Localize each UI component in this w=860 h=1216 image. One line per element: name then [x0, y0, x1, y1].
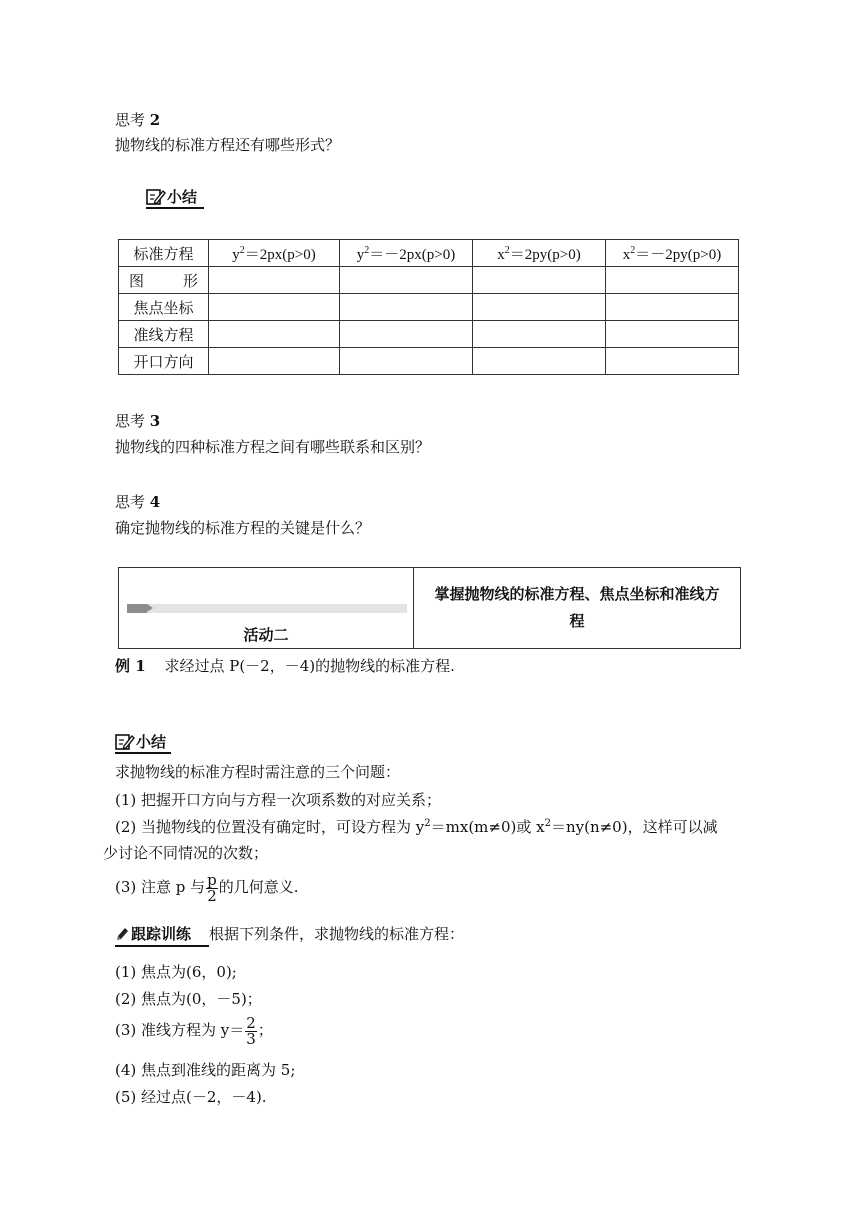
practice-section [115, 923, 464, 944]
table-row-label: 焦点坐标 [119, 294, 209, 321]
table-cell[interactable] [473, 348, 606, 375]
practice-label: 跟踪训练 [131, 925, 192, 943]
think-title: 思考 [115, 111, 146, 129]
table-cell[interactable] [473, 321, 606, 348]
activity-left-panel [119, 568, 414, 648]
table-row [119, 348, 739, 375]
table-header-cell: 标准方程 [119, 240, 209, 267]
fraction-denominator: 3 [246, 1029, 256, 1048]
table-row [119, 294, 739, 321]
think-title: 思考 [115, 493, 146, 511]
table-cell[interactable] [340, 267, 473, 294]
summary-label: 小结 [136, 733, 167, 751]
table-row-label: 开口方向 [119, 348, 209, 375]
practice-item-5: (5) 经过点(－2，－4). [115, 1088, 267, 1106]
example-text: 求经过点 P(－2，－4)的抛物线的标准方程. [164, 657, 455, 675]
summary-item-3 [115, 870, 299, 904]
practice-item-3 [115, 1013, 273, 1047]
standard-equation-table [118, 239, 739, 375]
think2-heading [115, 110, 160, 130]
fraction [206, 870, 218, 905]
table-header-row [119, 240, 739, 267]
example-1 [115, 656, 455, 676]
table-cell[interactable] [606, 348, 739, 375]
fraction-denominator: 2 [207, 886, 217, 905]
activity-label: 活动二 [243, 626, 289, 644]
progress-fill [127, 604, 147, 613]
think-number: 2 [149, 111, 161, 129]
practice-item-2: (2) 焦点为(0，－5)； [115, 990, 262, 1008]
practice-item-1: (1) 焦点为(6，0); [115, 963, 237, 981]
item-text: 的几何意义. [218, 878, 299, 896]
table-cell[interactable] [209, 321, 340, 348]
table-header-cell: $y^2=2px(p>0)$ [209, 240, 340, 267]
practice-underline [115, 945, 209, 947]
practice-prompt: 根据下列条件，求抛物线的标准方程： [209, 924, 465, 943]
summary-item-1: (1) 把握开口方向与方程一次项系数的对应关系； [115, 791, 442, 809]
table-cell[interactable] [606, 321, 739, 348]
table-row-label [119, 267, 209, 294]
table-row [119, 321, 739, 348]
pencil-icon [115, 926, 129, 942]
pencil-note-icon [115, 733, 135, 751]
practice-item-4: (4) 焦点到准线的距离为 5; [115, 1061, 296, 1079]
summary-label: 小结 [167, 188, 198, 206]
table-cell[interactable] [340, 321, 473, 348]
fraction [245, 1013, 257, 1048]
summary-badge [146, 188, 197, 206]
example-tag: 例 1 [115, 657, 146, 675]
table-cell[interactable] [340, 294, 473, 321]
activity-goal: 掌握抛物线的标准方程、焦点坐标和准线方程 [434, 585, 720, 630]
table-header-cell: $y^2=-2px(p>0)$ [340, 240, 473, 267]
summary-underline [115, 752, 171, 754]
activity-progress-bar [127, 604, 407, 613]
think-number: 4 [149, 493, 161, 511]
table-cell[interactable] [340, 348, 473, 375]
summary-underline [146, 207, 204, 209]
table-cell[interactable] [606, 294, 739, 321]
think4-heading [115, 492, 160, 512]
table-cell[interactable] [209, 267, 340, 294]
think-title: 思考 [115, 412, 146, 430]
think4-question: 确定抛物线的标准方程的关键是什么？ [115, 519, 371, 537]
summary-intro: 求抛物线的标准方程时需注意的三个问题： [115, 763, 401, 781]
table-cell[interactable] [473, 294, 606, 321]
activity-box [118, 567, 741, 649]
arrow-icon [147, 604, 153, 612]
item-text: ； [257, 1021, 273, 1039]
table-header-cell: $x^2=-2py(p>0)$ [606, 240, 739, 267]
graph-label: 图 形 [129, 273, 198, 290]
table-cell[interactable] [606, 267, 739, 294]
table-row-label: 准线方程 [119, 321, 209, 348]
fraction-numerator: 2 [246, 1013, 256, 1032]
practice-badge [115, 923, 191, 944]
pencil-note-icon [146, 188, 166, 206]
table-row [119, 267, 739, 294]
summary-item-2-line-1: (2) 当抛物线的位置没有确定时，可设方程为 $y^2=mx(m\ne 0)$或 $x^2=ny(n\ne 0)$，这样可以减 [115, 818, 718, 836]
table-cell[interactable] [473, 267, 606, 294]
item-text: (3) 注意 p 与 [115, 878, 206, 896]
think3-heading [115, 411, 160, 431]
think3-question: 抛物线的四种标准方程之间有哪些联系和区别？ [115, 438, 431, 456]
summary-item-2-line-2: 少讨论不同情况的次数； [103, 844, 269, 862]
table-cell[interactable] [209, 294, 340, 321]
table-header-cell: $x^2=2py(p>0)$ [473, 240, 606, 267]
summary-badge [115, 733, 166, 751]
think2-question: 抛物线的标准方程还有哪些形式？ [115, 136, 341, 154]
item-text: (3) 准线方程为 y＝ [115, 1021, 245, 1039]
table-cell[interactable] [209, 348, 340, 375]
fraction-numerator: p [207, 870, 217, 889]
think-number: 3 [149, 412, 161, 430]
